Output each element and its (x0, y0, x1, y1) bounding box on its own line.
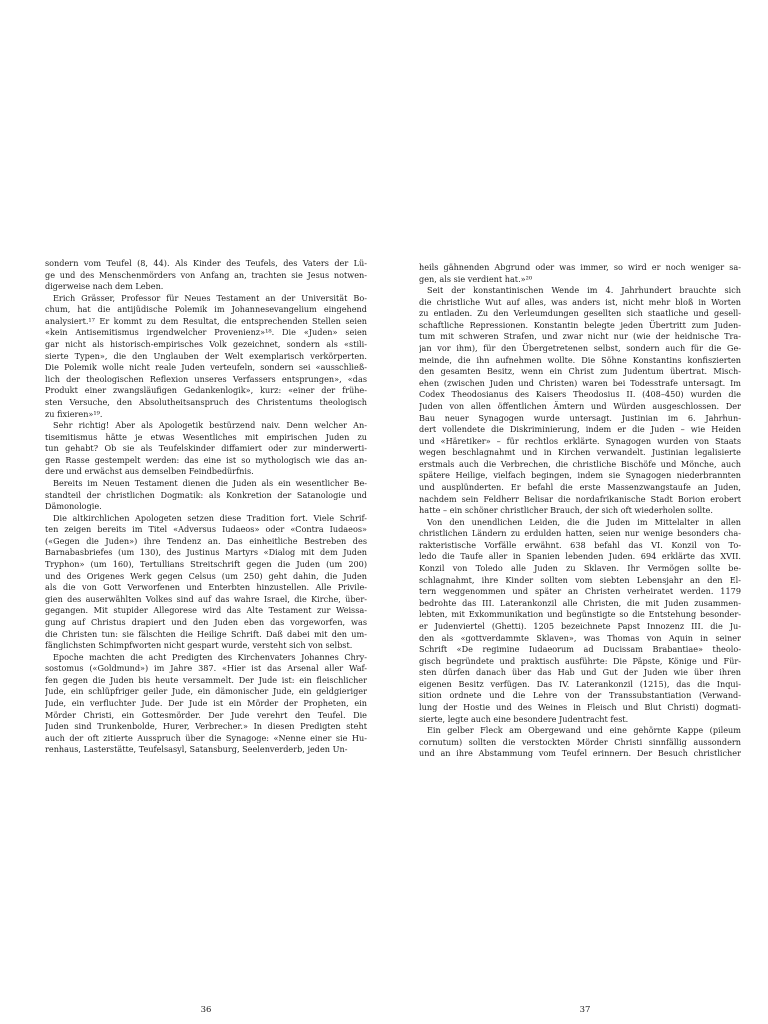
text-line: Tryphon» (um 160), Tertullians Streitschrift gegen die Juden (um 200) (45, 559, 367, 570)
text-line: christlichen Ländern zu erdulden hatten, seien nur wenige besonders cha- (419, 528, 741, 539)
text-line: schaftliche Repressionen. Konstantin belegte jeden Übertritt zum Juden- (419, 319, 741, 330)
text-line: Jude, ein verfluchter Jude. Der Jude ist ein Mörder der Propheten, ein (45, 697, 367, 708)
text-line: tisemitismus hätte je etwas Wesentliches mit empirischen Juden zu (45, 431, 367, 442)
text-line: chum, hat die antijüdische Polemik im Johannesevangelium eingehend (45, 304, 367, 315)
text-line: fänglichsten Schimpfworten nicht gespart wurde, versteht sich von selbst. (45, 640, 353, 651)
text-line: den als «gottverdammte Sklaven», was Thomas von Aquin in seiner (419, 632, 741, 643)
text-line: ten zeigen bereits im Titel «Adversus Iudaeos» oder «Contra Iudaeos» (45, 524, 367, 535)
text-line: zu entladen. Zu den Verleumdungen gesellten sich staatliche und gesell- (419, 308, 741, 319)
text-line: sten Versuche, den Absolutheitsanspruch des Christentums theologisch (45, 396, 367, 407)
text-line: Konzil von Toledo alle Juden zu Sklaven. Ihr Vermögen sollte be- (419, 563, 741, 574)
text-line: schlagnahmt, ihre Kinder sollten vom siebten Lebensjahr an den El- (419, 574, 741, 585)
right-page-text (419, 262, 741, 760)
text-line: gen Rasse gestempelt werden: das eine ist so mythologisch wie das an- (45, 454, 367, 465)
text-line: standteil der christlichen Dogmatik: als Konkretion der Satanologie und (45, 489, 367, 500)
text-line: digerweise nach dem Leben. (45, 281, 164, 292)
text-line: sierte, legte auch eine besondere Judentracht fest. (419, 713, 629, 724)
text-line: Schrift «De regimine Iudaeorum ad Ducissam Brabantiae» theolo- (419, 644, 741, 655)
text-line: dert vollendete die Diskriminierung, indem er die Juden – wie Heiden (419, 424, 741, 435)
text-line: gien des auserwählten Volkes sind auf das wahre Israel, die Kirche, über- (45, 593, 367, 604)
text-line: nachdem sein Feldherr Belisar die nordafrikanische Stadt Borion erobert (419, 493, 741, 504)
text-line: renhaus, Lasterstätte, Teufelsasyl, Satansburg, Seelenverderb, jeden Un- (45, 744, 348, 755)
text-line: Bau neuer Synagogen wurde untersagt. Justinian im 6. Jahrhun- (419, 412, 741, 423)
text-line: tern weggenommen und später an Christen verheiratet werden. 1179 (419, 586, 741, 597)
left-page-number: 36 (200, 1005, 212, 1015)
text-line: als die von Gott Verworfenen und Enterbten hinzustellen. Alle Privile- (45, 582, 367, 593)
text-line: auch der oft zitierte Ausspruch über die Synagoge: «Nenne einer sie Hu- (45, 732, 367, 743)
text-line: cornutum) sollten die verstockten Mörder Christi sinnfällig aussondern (419, 736, 741, 747)
text-line: Juden sind Trunkenbolde, Hurer, Verbrecher.» In diesen Predigten steht (45, 721, 367, 732)
text-line: Mörder Christi, ein Gottesmörder. Der Jude verehrt den Teufel. Die (45, 709, 367, 720)
text-line: fen gegen die Juden bis heute versammelt. Der Jude ist: ein fleischlicher (45, 674, 367, 685)
text-line: Bereits im Neuen Testament dienen die Juden als ein wesentlicher Be- (53, 477, 367, 488)
text-line: Juden von allen öffentlichen Ämtern und Würden ausgeschlossen. Der (419, 400, 741, 411)
text-line: Ein gelber Fleck am Obergewand und eine gehörnte Kappe (pileum (427, 725, 741, 736)
text-line: sondern vom Teufel (8, 44). Als Kinder des Teufels, des Vaters der Lü- (45, 258, 367, 268)
text-line: gisch begründete und praktisch ausführte: Die Päpste, Könige und Für- (419, 655, 741, 666)
left-page-text (45, 258, 367, 756)
text-line: Erich Grässer, Professor für Neues Testament an der Universität Bo- (53, 292, 367, 303)
text-line: gegangen. Mit stupider Allegorese wird das Alte Testament zur Weissa- (45, 605, 367, 616)
text-line: «kein Antisemitismus irgendwelcher Provenienz»¹⁸. Die «Juden» seien (45, 327, 367, 338)
text-line: bedrohte das III. Laterankonzil alle Christen, die mit Juden zusammen- (419, 597, 741, 608)
text-line: Codex Theodosianus des Kaisers Theodosius II. (408–450) wurden die (419, 389, 741, 400)
text-line: und ausplünderten. Er befahl die erste Massenzwangstaufe an Juden, (419, 481, 741, 492)
text-line: lebten, mit Exkommunikation und begünstigte so die Entstehung besonder- (419, 609, 741, 620)
text-line: und «Häretiker» – für rechtlos erklärte. Synagogen wurden von Staats (419, 435, 741, 446)
text-line: Epoche machten die acht Predigten des Kirchenvaters Johannes Chry- (53, 651, 367, 662)
text-line: gen, als sie verdient hat.»²⁰ (419, 273, 533, 284)
text-line: zu fixieren»¹⁹. (45, 408, 103, 419)
text-line: analysiert.¹⁷ Er kommt zu dem Resultat, die entsprechenden Stellen seien (45, 315, 367, 326)
text-line: rakteristische Vorfälle erwähnt. 638 befahl das VI. Konzil von To- (419, 539, 741, 550)
text-line: erstmals auch die Verbrechen, die christliche Bischöfe und Mönche, auch (419, 458, 741, 469)
text-line: Seit der konstantinischen Wende im 4. Jahrhundert brauchte sich (427, 285, 741, 296)
text-line: gung auf Christus drapiert und den Juden eben das vorgeworfen, was (45, 616, 367, 627)
text-line: ledo die Taufe aller in Spanien lebenden Juden. 694 erklärte das XVII. (419, 551, 741, 562)
text-line: spätere Heilige, vielfach begingen, indem sie Synagogen niederbrannten (419, 470, 741, 481)
text-line: den gesamten Besitz, wenn ein Christ zum Judentum übertrat. Misch- (419, 366, 741, 377)
text-line: meinde, die ihn aufnehmen wollte. Die Söhne Konstantins konfiszierten (419, 354, 741, 365)
text-line: ge und des Menschenmörders von Anfang an, trachten sie Jesus notwen- (45, 269, 367, 280)
text-line: Die altkirchlichen Apologeten setzen diese Tradition fort. Viele Schrif- (53, 512, 367, 523)
text-line: sition ordnete und die Lehre von der Transsubstantiation (Verwand- (419, 690, 741, 701)
text-line: wegen beschlagnahmt und in Kirchen verwandelt. Justinian legalisierte (419, 447, 741, 458)
text-line: sten dürfen danach über das Hab und Gut der Juden wie über ihren (419, 667, 741, 678)
text-line: hatte – ein schöner christlicher Brauch, der sich oft wiederholen sollte. (419, 505, 713, 516)
text-line: eigenen Besitz verfügen. Das IV. Laterankonzil (1215), das die Inqui- (419, 678, 741, 689)
text-line: gar nicht als historisch-empirisches Volk gezeichnet, sondern als «stili- (45, 339, 367, 350)
text-line: Barnabasbriefes (um 130), des Justinus Martyrs «Dialog mit dem Juden (45, 547, 367, 558)
text-line: Jude, ein schlüpfriger geiler Jude, ein dämonischer Jude, ein geldgieriger (45, 686, 367, 697)
text-line: Die Polemik wolle nicht reale Juden verteufeln, sondern sei «ausschließ- (45, 362, 367, 373)
text-line: ehen (zwischen Juden und Christen) waren bei Todesstrafe untersagt. Im (419, 377, 741, 388)
text-line: und des Origenes Werk gegen Celsus (um 250) geht dahin, die Juden (45, 570, 367, 581)
text-line: sierte Typen», die den Unglauben der Welt exemplarisch verkörperten. (45, 350, 367, 361)
text-line: lich der theologischen Reflexion unseres Verfassers entsprungen», «das (45, 373, 367, 384)
text-line: die Christen tun: sie fälschten die Heilige Schrift. Daß dabei mit den um- (45, 628, 367, 639)
text-line: er Judenviertel (Ghetti). 1205 bezeichnete Papst Innozenz III. die Ju- (419, 620, 741, 631)
text-line: heils gähnenden Abgrund oder was immer, so wird er noch weniger sa- (419, 262, 741, 272)
text-line: dere und erwächst aus demselben Feindbedürfnis. (45, 466, 254, 477)
text-line: tum mit schweren Strafen, und zwar nicht nur (wie der heidnische Tra- (419, 331, 741, 342)
text-line: Sehr richtig! Aber als Apologetik bestürzend naiv. Denn welcher An- (53, 420, 367, 431)
right-page-number: 37 (579, 1005, 591, 1015)
text-line: und an ihre Abstammung vom Teufel erinnern. Der Besuch christlicher (419, 748, 741, 759)
text-line: die christliche Wut auf alles, was anders ist, nicht mehr bloß in Worten (419, 296, 741, 307)
text-line: Dämonologie. (45, 501, 102, 512)
text-line: («Gegen die Juden») ihre Tendenz an. Das einheitliche Bestreben des (45, 535, 367, 546)
text-line: jan vor ihm), für den Übergetretenen selbst, sondern auch für die Ge- (419, 343, 741, 354)
text-line: lung der Hostie und des Weines in Fleisch und Blut Christi) dogmati- (419, 701, 741, 712)
text-line: Von den unendlichen Leiden, die die Juden im Mittelalter in allen (427, 516, 741, 527)
text-line: tun gehabt? Ob sie als Teufelskinder diffamiert oder zur minderwerti- (45, 443, 367, 454)
text-line: sostomus («Goldmund») im Jahre 387. «Hier ist das Arsenal aller Waf- (45, 663, 367, 674)
text-line: Produkt einer zwangsläufigen Gedankenlogik», kurz: «einer der frühe- (45, 385, 367, 396)
